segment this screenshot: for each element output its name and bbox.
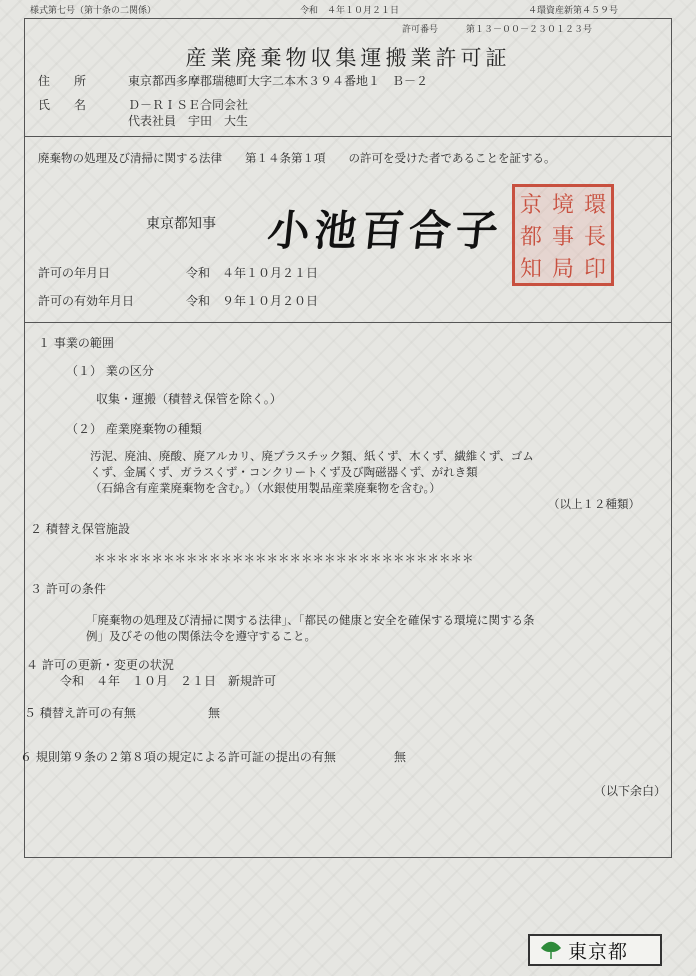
renewal-status: 令和 ４年 １０月 ２１日 新規許可 (60, 674, 277, 688)
section-5-title: ５ 積替え許可の有無 (24, 706, 136, 720)
divider (24, 136, 672, 137)
transfer-permit-value: 無 (208, 706, 221, 720)
condition-line-1: 「廃棄物の処理及び清掃に関する法律」、「都民の健康と安全を確保する環境に関する条 (86, 613, 535, 627)
expiry-date-label: 許可の有効年月日 (38, 294, 135, 308)
waste-types-line-3: （石綿含有産業廃棄物を含む。）（水銀使用製品産業廃棄物を含む。） (90, 481, 441, 495)
reissue-number: ４環資産新第４５９号 (528, 6, 619, 16)
closing-note: （以下余白） (594, 784, 667, 798)
permit-number: 第１３－００－２３０１２３号 (466, 25, 593, 35)
certificate-frame (24, 18, 672, 858)
address-label: 住 所 (38, 74, 93, 88)
tokyo-logo-text: 東京都 (568, 940, 629, 963)
expiry-date: 令和 ９年１０月２０日 (186, 294, 319, 308)
section-3-title: ３ 許可の条件 (30, 582, 106, 596)
representative: 代表社員 宇田 大生 (128, 114, 249, 128)
form-number: 様式第七号（第十条の二関係） (30, 6, 157, 16)
certification-statement: 廃棄物の処理及び清掃に関する法律 第１４条第１項 の許可を受けた者であることを証する。 (38, 151, 556, 165)
business-category: 収集・運搬（積替え保管を除く。） (96, 392, 282, 406)
name-label: 氏 名 (38, 98, 93, 112)
section-4-title: ４ 許可の更新・変更の状況 (26, 658, 174, 672)
section-1-title: １ 事業の範囲 (38, 336, 114, 350)
governor-signature: 小池百合子 (265, 206, 506, 255)
company-name: Ｄ－ＲＩＳＥ合同会社 (128, 98, 249, 112)
waste-types-count: （以上１２種類） (548, 497, 640, 511)
divider (24, 322, 672, 323)
section-6-title: ６ 規則第９条の２第８項の規定による許可証の提出の有無 (20, 750, 336, 764)
tokyo-logo (528, 934, 662, 966)
section-2-title: ２ 積替え保管施設 (30, 522, 130, 536)
address-value: 東京都西多摩郡瑞穂町大字二本木３９４番地１ Ｂ－２ (128, 74, 429, 88)
storage-facility-value: ＊＊＊＊＊＊＊＊＊＊＊＊＊＊＊＊＊＊＊＊＊＊＊＊＊＊＊＊＊＊＊＊＊ (94, 551, 474, 565)
permit-date-label: 許可の年月日 (38, 266, 111, 280)
condition-line-2: 例」及びその他の関係法令を遵守すること。 (86, 629, 316, 643)
ginkgo-icon (540, 939, 562, 961)
official-seal: 京 境 環 都 事 長 知 局 印 (512, 184, 614, 286)
section-1-1-title: （１） 業の区分 (66, 364, 154, 378)
governor-title: 東京都知事 (146, 216, 216, 232)
permit-date: 令和 ４年１０月２１日 (186, 266, 319, 280)
waste-types-line-2: くず、金属くず、ガラスくず・コンクリートくず及び陶磁器くず、がれき類 (90, 465, 478, 479)
permit-number-label: 許可番号 (402, 25, 439, 35)
waste-types-line-1: 汚泥、廃油、廃酸、廃アルカリ、廃プラスチック類、紙くず、木くず、繊維くず、ゴム (90, 449, 534, 463)
page-title: 産業廃棄物収集運搬業許可証 (185, 46, 511, 70)
submission-value: 無 (394, 750, 407, 764)
issue-date-header: 令和 ４年１０月２１日 (300, 6, 400, 16)
section-1-2-title: （２） 産業廃棄物の種類 (66, 422, 202, 436)
